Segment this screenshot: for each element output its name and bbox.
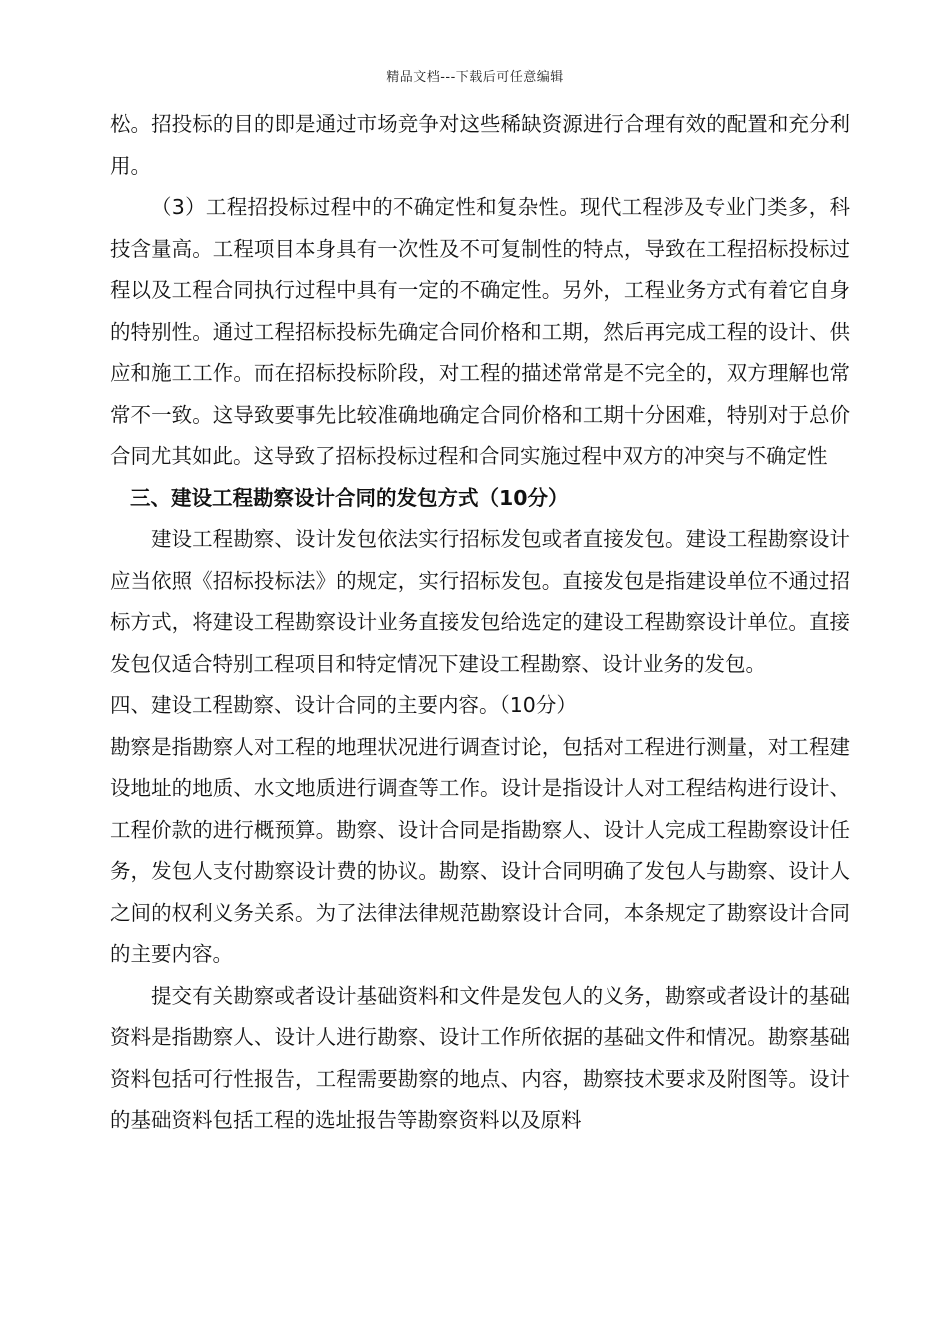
document-body	[110, 104, 850, 1142]
page-header: 精品文档---下载后可任意编辑	[386, 70, 564, 85]
paragraph-continuation: 松。招投标的目的即是通过市场竞争对这些稀缺资源进行合理有效的配置和充分利用。	[110, 112, 850, 178]
section-heading-3: 三、建设工程勘察设计合同的发包方式（10分）	[130, 485, 569, 510]
section-heading-4: 四、建设工程勘察、设计合同的主要内容。（10分）	[110, 693, 577, 717]
paragraph-contracting-method: 建设工程勘察、设计发包依法实行招标发包或者直接发包。建设工程勘察设计应当依照《招标投标法》的规定，实行招标发包。直接发包是指建设单位不通过招标方式，将建设工程勘察设计业务直接发包给选定的建设工程勘察设计单位。直接发包仅适合特别工程项目和特定情况下建设工程勘察、设计业务的发包。	[110, 527, 850, 676]
paragraph-survey-definition: 勘察是指勘察人对工程的地理状况进行调查讨论，包括对工程进行测量，对工程建设地址的地质、水文地质进行调查等工作。设计是指设计人对工程结构进行设计、工程价款的进行概预算。勘察、设计合同是指勘察人、设计人完成工程勘察设计任务，发包人支付勘察设计费的协议。勘察、设计合同明确了发包人与勘察、设计人之间的权利义务关系。为了法律法律规范勘察设计合同，本条规定了勘察设计合同的主要内容。	[110, 734, 850, 966]
paragraph-uncertainty: （3）工程招投标过程中的不确定性和复杂性。现代工程涉及专业门类多，科技含量高。工程项目本身具有一次性及不可复制性的特点，导致在工程招标投标过程以及工程合同执行过程中具有一定的不确定性。另外，工程业务方式有着它自身的特别性。通过工程招标投标先确定合同价格和工期，然后再完成工程的设计、供应和施工工作。而在招标投标阶段，对工程的描述常常是不完全的，双方理解也常常不一致。这导致要事先比较准确地确定合同价格和工期十分困难，特别对于总价合同尤其如此。这导致了招标投标过程和合同实施过程中双方的冲突与不确定性	[110, 195, 850, 468]
paragraph-basic-materials: 提交有关勘察或者设计基础资料和文件是发包人的义务，勘察或者设计的基础资料是指勘察人、设计人进行勘察、设计工作所依据的基础文件和情况。勘察基础资料包括可行性报告，工程需要勘察的地点、内容，勘察技术要求及附图等。设计的基础资料包括工程的选址报告等勘察资料以及原料	[110, 983, 850, 1132]
